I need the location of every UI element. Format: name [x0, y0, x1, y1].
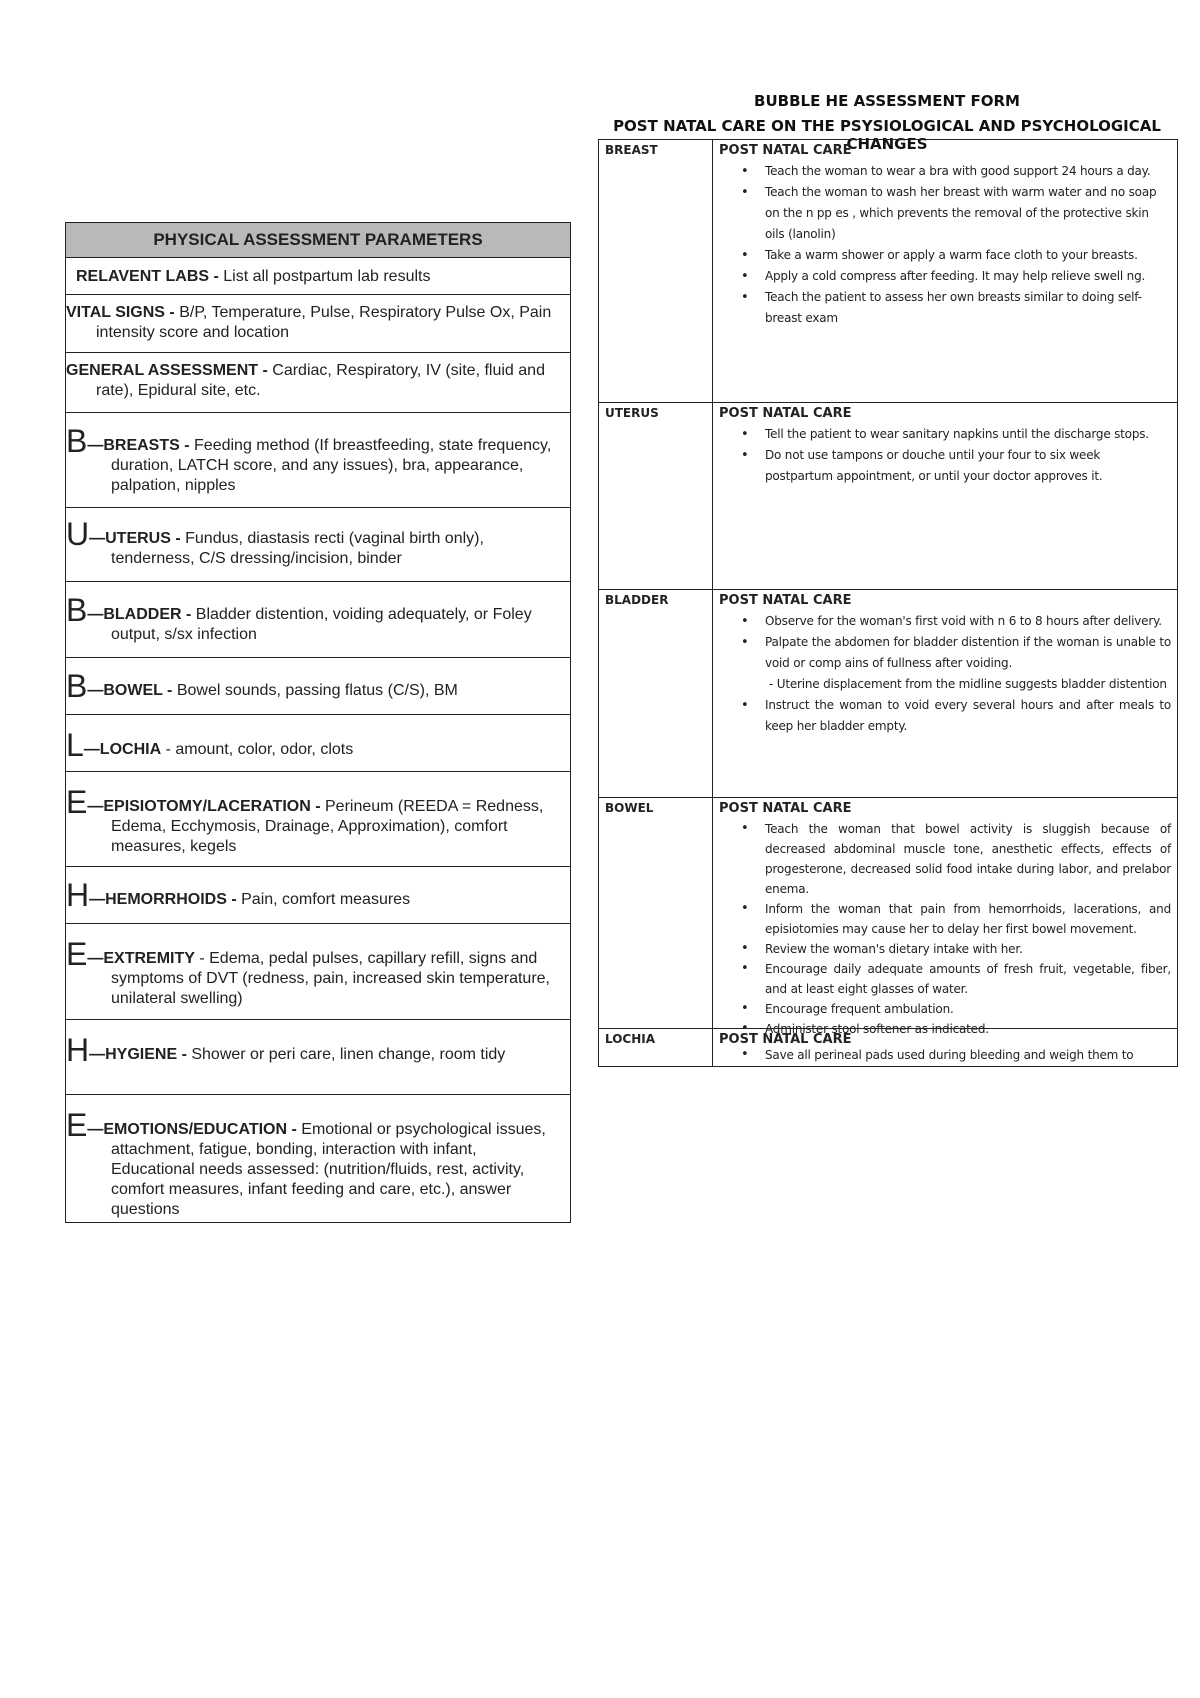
- row-term: —BOWEL -: [87, 682, 173, 699]
- care-heading: POST NATAL CARE: [719, 1032, 852, 1047]
- row-general-assessment: [66, 353, 570, 413]
- row-term: —BREASTS -: [87, 437, 190, 454]
- list-item: • Observe for the woman's first void with n 6 to 8 hours after delivery.: [765, 611, 1171, 632]
- list-item: • Teach the patient to assess her own breasts similar to doing self-breast exam: [765, 287, 1171, 329]
- post-natal-care-table: [598, 139, 1178, 1067]
- list-item: • Instruct the woman to void every several hours and after meals to keep her bladder empty.: [765, 695, 1171, 737]
- row-text: B/P, Temperature, Pulse, Respiratory Pulse Ox, Pain intensity score and location: [96, 304, 552, 341]
- row-content: [713, 1029, 1177, 1066]
- mnemonic-letter: H: [66, 877, 90, 913]
- list-item: • Teach the woman to wash her breast with warm water and no soap on the n pp es , which prevents the removal of the protective skin oils (lanolin): [765, 182, 1171, 245]
- row-term: —LOCHIA: [83, 741, 162, 758]
- mnemonic-letter: E: [66, 1107, 88, 1143]
- list-item-text: Palpate the abdomen for bladder distention if the woman is unable to void or comp ains of fullness after voiding.: [765, 635, 1171, 670]
- care-list: [719, 424, 1171, 487]
- care-heading: POST NATAL CARE: [719, 406, 852, 421]
- mnemonic-letter: H: [66, 1032, 90, 1068]
- list-item: • Do not use tampons or douche until your four to six week postpartum appointment, or until your doctor approves it.: [765, 445, 1171, 487]
- row-lochia: [599, 1029, 1177, 1066]
- physical-assessment-table: [65, 222, 571, 1223]
- row-label: BOWEL: [599, 798, 713, 1028]
- list-item: • Apply a cold compress after feeding. It may help relieve swell ng.: [765, 266, 1171, 287]
- list-item: • Inform the woman that pain from hemorrhoids, lacerations, and episiotomies may cause her to delay her first bowel movement.: [765, 899, 1171, 939]
- care-list: [719, 611, 1171, 737]
- care-heading: POST NATAL CARE: [719, 143, 852, 158]
- list-item: • Tell the patient to wear sanitary napkins until the discharge stops.: [765, 424, 1171, 445]
- row-breasts: [66, 413, 570, 508]
- row-text: - amount, color, odor, clots: [161, 741, 354, 758]
- care-list: [719, 819, 1171, 1039]
- row-text: Emotional or psychological issues, attachment, fatigue, bonding, interaction with infant, Educational needs assessed: (nutrition/fluids, rest, activity, comfort measures, infant feeding and care, etc.), answer questions: [111, 1121, 546, 1218]
- table-header: PHYSICAL ASSESSMENT PARAMETERS: [66, 223, 570, 258]
- row-relevant-labs: [66, 258, 570, 295]
- mnemonic-letter: B: [66, 592, 88, 628]
- row-term: —HYGIENE -: [89, 1046, 187, 1063]
- care-list: [719, 1047, 1171, 1063]
- mnemonic-letter: E: [66, 784, 88, 820]
- row-bowel: [66, 658, 570, 715]
- form-title: BUBBLE HE ASSESSMENT FORM: [754, 92, 1020, 110]
- row-text: Feeding method (If breastfeeding, state frequency, duration, LATCH score, and any issues), bra, appearance, palpation, nipples: [111, 437, 552, 494]
- row-episiotomy: [66, 772, 570, 867]
- row-emotions-education: [66, 1095, 570, 1222]
- care-heading: POST NATAL CARE: [719, 593, 852, 608]
- row-term: —EPISIOTOMY/LACERATION -: [87, 798, 321, 815]
- list-item: • Review the woman's dietary intake with her.: [765, 939, 1171, 959]
- care-heading: POST NATAL CARE: [719, 801, 852, 816]
- mnemonic-letter: B: [66, 423, 88, 459]
- list-item: • Administer stool softener as indicated.: [765, 1019, 1171, 1039]
- row-text: Fundus, diastasis recti (vaginal birth only), tenderness, C/S dressing/incision, binder: [111, 530, 484, 567]
- row-term: —UTERUS -: [89, 530, 181, 547]
- row-text: Bladder distention, voiding adequately, or Foley output, s/sx infection: [111, 606, 532, 643]
- form-subtitle: POST NATAL CARE ON THE PSYSIOLOGICAL AND PSYCHOLOGICAL CHANGES: [613, 117, 1161, 153]
- row-term: —EXTREMITY: [87, 950, 195, 967]
- row-text: List all postpartum lab results: [218, 268, 431, 285]
- row-text: Bowel sounds, passing flatus (C/S), BM: [172, 682, 458, 699]
- row-label: BLADDER: [599, 590, 713, 797]
- list-item: • Take a warm shower or apply a warm face cloth to your breasts.: [765, 245, 1171, 266]
- row-uterus: [599, 403, 1177, 590]
- list-item: [765, 632, 1171, 695]
- row-content: [713, 140, 1177, 402]
- row-content: [713, 798, 1177, 1036]
- list-item: • Teach the woman that bowel activity is sluggish because of decreased abdominal muscle tone, anesthetic effects, effects of progesterone, decreased solid food intake during labor, and prelabor enema.: [765, 819, 1171, 899]
- row-lochia: [66, 715, 570, 772]
- row-hemorrhoids: [66, 867, 570, 924]
- row-vital-signs: [66, 295, 570, 353]
- care-list: [719, 161, 1171, 329]
- row-content: [713, 590, 1177, 797]
- row-bladder: [66, 582, 570, 658]
- row-text: Cardiac, Respiratory, IV (site, fluid and rate), Epidural site, etc.: [96, 362, 545, 399]
- row-breast: [599, 140, 1177, 403]
- mnemonic-letter: B: [66, 668, 88, 704]
- row-hygiene: [66, 1020, 570, 1095]
- list-item: • Teach the woman to wear a bra with good support 24 hours a day.: [765, 161, 1171, 182]
- row-term: —BLADDER -: [87, 606, 192, 623]
- mnemonic-letter: U: [66, 516, 90, 552]
- row-text: Pain, comfort measures: [236, 891, 411, 908]
- row-term: —EMOTIONS/EDUCATION -: [87, 1121, 297, 1138]
- row-label: BREAST: [599, 140, 713, 402]
- row-text: Shower or peri care, linen change, room tidy: [186, 1046, 506, 1063]
- row-bowel: [599, 798, 1177, 1036]
- row-term: GENERAL ASSESSMENT -: [66, 362, 268, 379]
- mnemonic-letter: L: [66, 727, 84, 763]
- row-term: VITAL SIGNS -: [66, 304, 175, 321]
- row-term: —HEMORRHOIDS -: [89, 891, 237, 908]
- list-item: • Encourage daily adequate amounts of fresh fruit, vegetable, fiber, and at least eight glasses of water.: [765, 959, 1171, 999]
- mnemonic-letter: E: [66, 936, 88, 972]
- row-text: - Edema, pedal pulses, capillary refill, signs and symptoms of DVT (redness, pain, increased skin temperature, unilateral swelling): [111, 950, 550, 1007]
- list-item: • Encourage frequent ambulation.: [765, 999, 1171, 1019]
- row-term: RELAVENT LABS -: [76, 268, 219, 285]
- list-subnote: - Uterine displacement from the midline suggests bladder distention: [769, 677, 1167, 691]
- row-bladder: [599, 590, 1177, 798]
- row-label: LOCHIA: [599, 1029, 713, 1066]
- row-label: UTERUS: [599, 403, 713, 589]
- row-extremity: [66, 924, 570, 1020]
- list-item: • Save all perineal pads used during bleeding and weigh them to: [765, 1047, 1171, 1063]
- row-text: Perineum (REEDA = Redness, Edema, Ecchymosis, Drainage, Approximation), comfort measures, kegels: [111, 798, 544, 855]
- row-uterus: [66, 508, 570, 582]
- row-content: [713, 403, 1177, 589]
